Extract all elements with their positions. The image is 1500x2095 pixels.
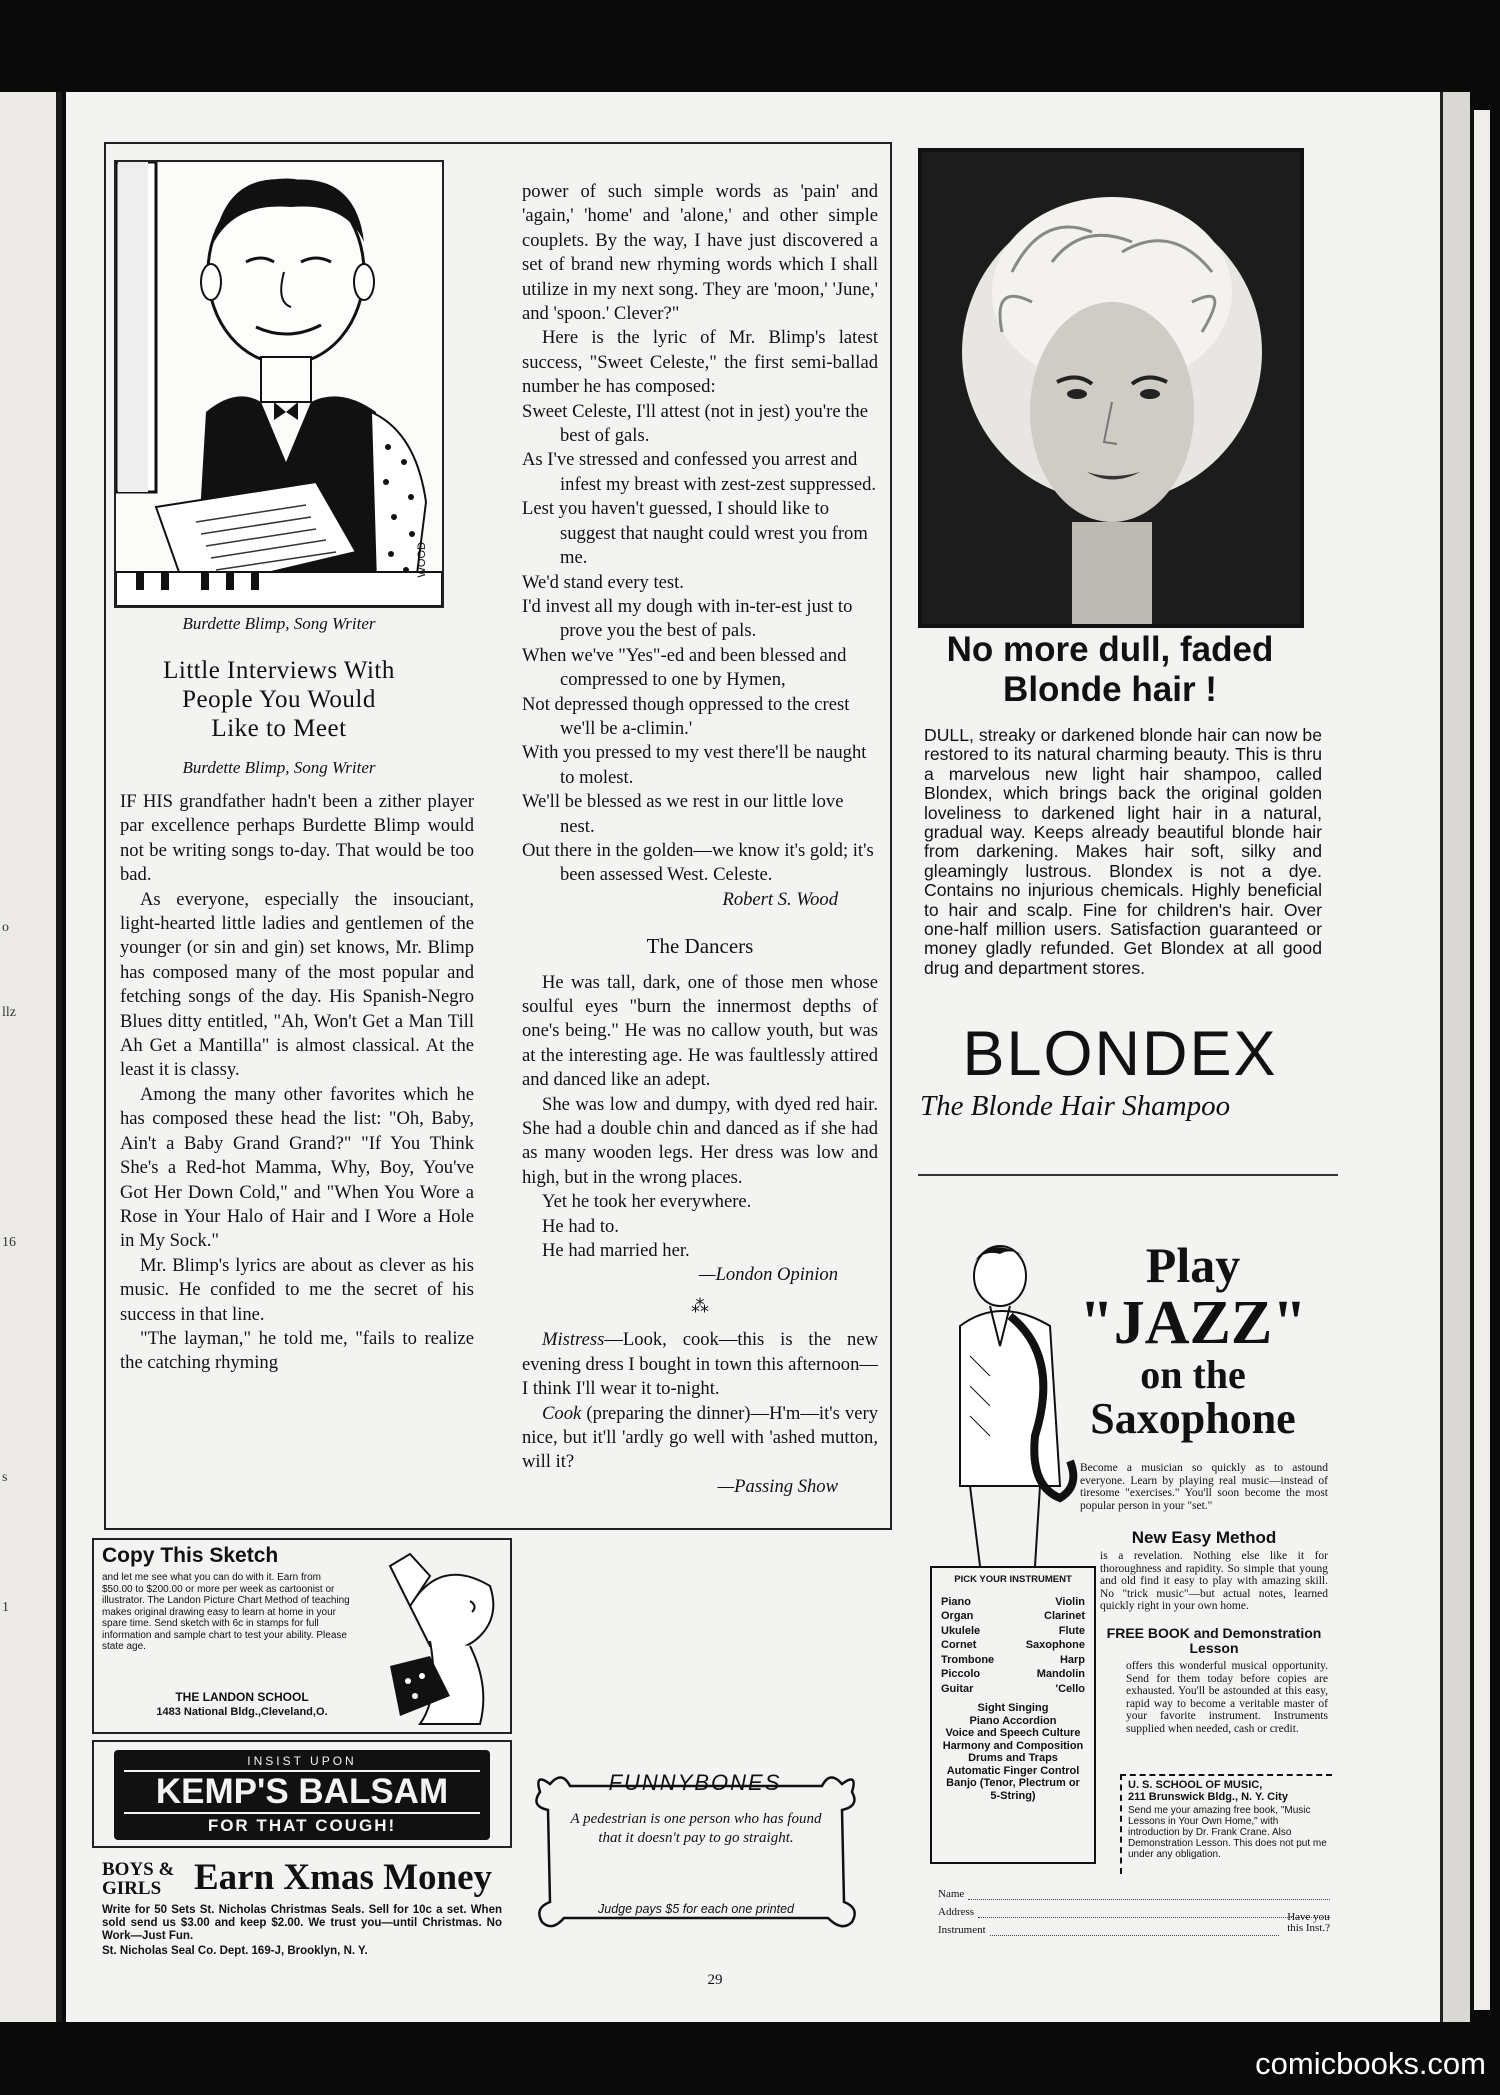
jazz-free-body: offers this wonderful musical opportunity. Send for them today before copies are exhausted. You'll be astounded at this easy, rapid way to become a veritable master of your favorite instrument. Instruments supplied when needed, cash or credit. bbox=[1126, 1660, 1328, 1735]
lead-line: GIRLS bbox=[102, 1878, 162, 1899]
this-inst-text: this Inst.? bbox=[1287, 1922, 1330, 1934]
title-line: Little Interviews With bbox=[163, 657, 395, 684]
caricature-drawing bbox=[116, 162, 442, 606]
verse-line: I'd invest all my dough with in-ter-est just to prove you the best of pals. bbox=[522, 595, 853, 642]
portrait-photo bbox=[922, 152, 1300, 624]
instrument: Violin bbox=[1055, 1595, 1085, 1608]
name-input-line[interactable] bbox=[968, 1888, 1330, 1900]
instrument-row bbox=[940, 1609, 1086, 1624]
lyric-verse bbox=[522, 400, 878, 888]
instrument: Saxophone bbox=[1025, 1639, 1085, 1651]
kemp-brand: KEMP'S BALSAM bbox=[124, 1770, 480, 1814]
funnybones-title: FUNNYBONES bbox=[608, 1770, 782, 1795]
article-title bbox=[114, 656, 444, 743]
title-line: People You Would bbox=[182, 686, 376, 713]
have-you-text: Have you bbox=[1287, 1911, 1330, 1923]
funnybones-joke: A pedestrian is one person who has found that it doesn't pay to go straight. bbox=[570, 1811, 822, 1846]
instrument: Organ bbox=[941, 1610, 974, 1622]
instrument: Piccolo bbox=[941, 1668, 981, 1680]
instrument: Drums and Traps bbox=[968, 1752, 1058, 1764]
verse-line: With you pressed to my vest there'll be naught to molest. bbox=[522, 742, 867, 788]
page-stack-edge bbox=[1440, 92, 1470, 2022]
lead-line: BOYS & bbox=[102, 1859, 175, 1880]
margin-mark: llz bbox=[2, 1005, 16, 1020]
coupon-fields bbox=[938, 1888, 1330, 1936]
kemp-banner bbox=[114, 1750, 490, 1840]
verse-line: We'll be blessed as we rest in our little love nest. bbox=[522, 791, 844, 837]
address-input-line[interactable] bbox=[978, 1906, 1330, 1918]
article-byline: Burdette Blimp, Song Writer bbox=[182, 758, 376, 777]
pick-title: PICK YOUR INSTRUMENT bbox=[954, 1574, 1072, 1585]
artist-signature: WOOD bbox=[416, 542, 428, 578]
jazz-free-title: FREE BOOK and Demonstration Lesson bbox=[1106, 1625, 1322, 1656]
headline-line: Saxophone bbox=[1090, 1394, 1296, 1443]
paragraph: IF HIS grandfather hadn't been a zither player par excellence perhaps Burdette Blimp would not be writing songs to-day. That would be too bad. bbox=[120, 791, 474, 886]
ad-headline: Earn Xmas Money bbox=[194, 1857, 493, 1898]
funnybones-box bbox=[530, 1762, 862, 1934]
paragraph: Among the many other favorites which he has composed these head the list: "Oh, Baby, Ain't a Baby Grand Grand?" "If You Think She's a Red-hot Mamma, Why, Boy, You've Got Her Down Cold," and "When You Wore a Rose in Your Halo of Hair and I Wore a Hole in My Sock." bbox=[120, 1083, 474, 1252]
uncle-sam-sketch bbox=[370, 1546, 508, 1730]
source-credit: —Passing Show bbox=[717, 1475, 838, 1497]
paragraph: Here is the lyric of Mr. Blimp's latest success, "Sweet Celeste," the first semi-ballad number he has composed: bbox=[522, 327, 878, 398]
divider bbox=[918, 1174, 1338, 1176]
coupon-school: U. S. SCHOOL OF MUSIC, bbox=[1128, 1779, 1263, 1791]
speaker: Cook bbox=[542, 1402, 582, 1424]
coupon-body: Send me your amazing free book, "Music Lessons in Your Own Home," with introduction by Dr. Frank Crane. Also Demonstration Lesson. This does not put me under any obligation. bbox=[1128, 1805, 1327, 1860]
previous-page-edge bbox=[0, 92, 62, 2022]
section-ornament: ⁂ bbox=[691, 1295, 709, 1316]
instrument-row bbox=[940, 1595, 1086, 1610]
school-name: THE LANDON SCHOOL bbox=[175, 1690, 309, 1704]
instrument: Voice and Speech Culture bbox=[945, 1727, 1081, 1739]
page-stack-edge-outer bbox=[1470, 110, 1490, 2010]
coupon-address: 211 Brunswick Bldg., N. Y. City bbox=[1128, 1790, 1288, 1803]
instrument: Piano Accordion bbox=[969, 1714, 1057, 1727]
headline-line: Play bbox=[1145, 1237, 1241, 1293]
instrument: Cornet bbox=[941, 1639, 977, 1651]
paragraph: She was low and dumpy, with dyed red hair. She had a double chin and danced as if she had as many wooden legs. Her dress was low and high, but in the wrong places. bbox=[522, 1093, 878, 1188]
paragraph: He was tall, dark, one of those men whose soulful eyes "burn the innermost depths of one's being." He was no callow youth, but was at the interesting age. He was faultlessly attired and danced like an adept. bbox=[522, 971, 878, 1091]
paragraph: He had to. bbox=[542, 1215, 619, 1237]
jazz-headline bbox=[1058, 1238, 1328, 1442]
paragraph: power of such simple words as 'pain' and 'again,' 'home' and 'alone,' and other simple couplets. By the way, I have just discovered a set of brand new rhyming words which I shall utilize in my next song. They are 'moon,' 'June,' and 'spoon.' Clever?" bbox=[522, 181, 878, 325]
verse-line: Not depressed though oppressed to the crest we'll be a-climin.' bbox=[522, 693, 850, 739]
instrument-row bbox=[940, 1653, 1086, 1668]
ad-headline: Copy This Sketch bbox=[102, 1544, 279, 1567]
instrument-row bbox=[940, 1667, 1086, 1682]
name-label: Name bbox=[938, 1888, 965, 1900]
blondex-headline bbox=[905, 630, 1315, 710]
address-label: Address bbox=[938, 1906, 975, 1918]
jazz-method-body: is a revelation. Nothing else like it for thoroughness and rapidity. So simple that young and old find it easy to play with amazing skill. No "trick music"—but actual notes, learned quickly right in your own home. bbox=[1100, 1550, 1328, 1612]
article-body bbox=[120, 790, 474, 1376]
headline-line: No more dull, faded bbox=[946, 630, 1274, 669]
instrument: Harmony and Composition bbox=[942, 1739, 1084, 1752]
kemp-top: INSIST UPON bbox=[247, 1754, 357, 1768]
ad-body: Write for 50 Sets St. Nicholas Christmas Seals. Sell for 10c a set. When sold send us $3.00 and keep $2.00. We trust you—until Christmas. No Work—Just Fun. bbox=[102, 1904, 502, 1942]
instrument-centered-list bbox=[940, 1702, 1086, 1802]
margin-mark: 1 bbox=[2, 1600, 9, 1615]
blondex-tagline: The Blonde Hair Shampoo bbox=[920, 1090, 1231, 1122]
instrument-row bbox=[940, 1638, 1086, 1653]
instrument: Ukulele bbox=[941, 1624, 981, 1637]
margin-mark: s bbox=[2, 1470, 8, 1485]
instrument: Flute bbox=[1058, 1624, 1085, 1637]
source-credit: —London Opinion bbox=[699, 1264, 838, 1286]
instrument: Trombone bbox=[941, 1653, 995, 1666]
ad-address: St. Nicholas Seal Co. Dept. 169-J, Brooklyn, N. Y. bbox=[102, 1945, 368, 1957]
joke-line: (preparing the dinner)—H'm—it's very nice, but it'll 'ardly go well with 'ashed mutton, will it? bbox=[522, 1402, 878, 1473]
margin-mark: o bbox=[2, 920, 9, 935]
instrument: Harp bbox=[1059, 1653, 1085, 1666]
paragraph: "The layman," he told me, "fails to realize the catching rhyming bbox=[120, 1327, 474, 1374]
have-you-note bbox=[1287, 1912, 1330, 1936]
page-number: 29 bbox=[707, 1972, 723, 1988]
instrument: Sight Singing bbox=[977, 1702, 1049, 1714]
article-body-continued bbox=[522, 180, 878, 1499]
instrument-row bbox=[940, 1682, 1086, 1697]
headline-line: Blonde hair ! bbox=[1003, 670, 1217, 709]
instrument-table bbox=[940, 1595, 1086, 1697]
school-address: 1483 National Bldg.,Cleveland,O. bbox=[156, 1706, 328, 1718]
ad-lead bbox=[102, 1860, 174, 1898]
jazz-intro: Become a musician so quickly as to astound everyone. Learn by playing real music—instead of tiresome "exercises." You'll soon become the most popular person in your "set." bbox=[1080, 1462, 1328, 1512]
ad-body: and let me see what you can do with it. Earn from $50.00 to $200.00 or more per week as cartoonist or illustrator. The Landon Picture Chart Method of teaching makes original drawing easy to learn at home in your spare time. Send sketch with 6c in stamps for full information and sample chart to test your ability. Please state age. bbox=[102, 1572, 350, 1652]
verse-line: As I've stressed and confessed you arrest and infest my breast with zest-zest suppressed. bbox=[522, 449, 877, 495]
ad-kemps-balsam bbox=[92, 1740, 512, 1848]
headline-line: on the bbox=[1140, 1352, 1246, 1397]
site-watermark: comicbooks.com bbox=[1255, 2046, 1486, 2081]
kemp-bottom: FOR THAT COUGH! bbox=[207, 1816, 397, 1835]
author-credit: Robert S. Wood bbox=[722, 888, 838, 910]
instrument-row bbox=[940, 1624, 1086, 1639]
blondex-photo bbox=[918, 148, 1304, 628]
verse-line: When we've "Yes"-ed and been blessed and compressed to one by Hymen, bbox=[522, 644, 847, 691]
joke-paragraph bbox=[522, 1402, 878, 1475]
instrument-label: Instrument bbox=[938, 1924, 986, 1936]
dancers-title: The Dancers bbox=[646, 934, 754, 959]
ad-xmas-money bbox=[92, 1854, 512, 1974]
margin-mark: 16 bbox=[2, 1235, 16, 1250]
instrument-list-box bbox=[930, 1566, 1096, 1864]
instrument: Guitar bbox=[941, 1682, 974, 1695]
headline-line: "JAZZ" bbox=[1079, 1289, 1307, 1357]
paragraph: Mr. Blimp's lyrics are about as clever as his music. He confided to me the secret of his success in that line. bbox=[120, 1254, 474, 1325]
instrument: 'Cello bbox=[1055, 1682, 1085, 1695]
speaker: Mistress bbox=[542, 1329, 605, 1351]
paragraph: As everyone, especially the insouciant, light-hearted little ladies and gentlemen of the younger (or sin and gin) set knows, Mr. Blimp has composed many of the most popular and fetching songs of the day. His Spanish-Negro Blues ditty entitled, "Ah, Won't Get a Man Till Ah Get a Mantilla" is almost classical. At the least it is classy. bbox=[120, 888, 474, 1081]
cartoon-caption: Burdette Blimp, Song Writer bbox=[182, 614, 376, 633]
verse-line: Lest you haven't guessed, I should like to suggest that naught could wrest you from me. bbox=[522, 498, 868, 569]
blondex-brand: BLONDEX bbox=[962, 1019, 1278, 1089]
title-line: Like to Meet bbox=[211, 715, 347, 742]
address-field-row[interactable] bbox=[938, 1906, 1330, 1918]
instrument-input-line[interactable] bbox=[990, 1924, 1280, 1936]
paragraph: Yet he took her everywhere. bbox=[542, 1191, 752, 1213]
instrument: Automatic Finger Control bbox=[946, 1764, 1080, 1777]
instrument: Clarinet bbox=[1044, 1610, 1085, 1622]
cartoon-illustration bbox=[114, 160, 444, 608]
funnybones-footer: Judge pays $5 for each one printed bbox=[598, 1902, 794, 1916]
verse-line: Sweet Celeste, I'll attest (not in jest) you're the best of gals. bbox=[522, 400, 868, 447]
blondex-body: DULL, streaky or darkened blonde hair can now be restored to its natural charming beauty. This is thru a marvelous new light hair shampoo, called Blondex, which brings back the original golden loveliness to darkened light hair in a natural, gradual way. Keeps already beautiful blonde hair from darkening. Makes hair soft, silky and gleamingly lustrous. Blondex is not a dye. Contains no injurious chemicals. Highly beneficial to hair and scalp. Fine for children's hair. Over one-half million users. Satisfaction guaranteed or money gladly refunded. Get Blondex at all good drug and department stores. bbox=[924, 725, 1322, 978]
name-field-row[interactable] bbox=[938, 1888, 1330, 1900]
joke-paragraph bbox=[522, 1328, 878, 1401]
instrument: Piano bbox=[941, 1595, 971, 1608]
joke-line: —Look, cook—this is the new evening dress I bought in town this afternoon—I think I'll wear it to-night. bbox=[522, 1329, 878, 1400]
instrument: Banjo (Tenor, Plectrum or 5-String) bbox=[946, 1777, 1080, 1802]
ad-landon-school bbox=[92, 1538, 512, 1734]
instrument: Mandolin bbox=[1036, 1668, 1085, 1680]
order-coupon[interactable] bbox=[1120, 1774, 1332, 1874]
jazz-method-title: New Easy Method bbox=[1131, 1528, 1277, 1547]
verse-line: We'd stand every test. bbox=[522, 571, 684, 593]
paragraph: He had married her. bbox=[542, 1240, 690, 1262]
verse-line: Out there in the golden—we know it's gold; it's been assessed West. Celeste. bbox=[522, 839, 874, 886]
